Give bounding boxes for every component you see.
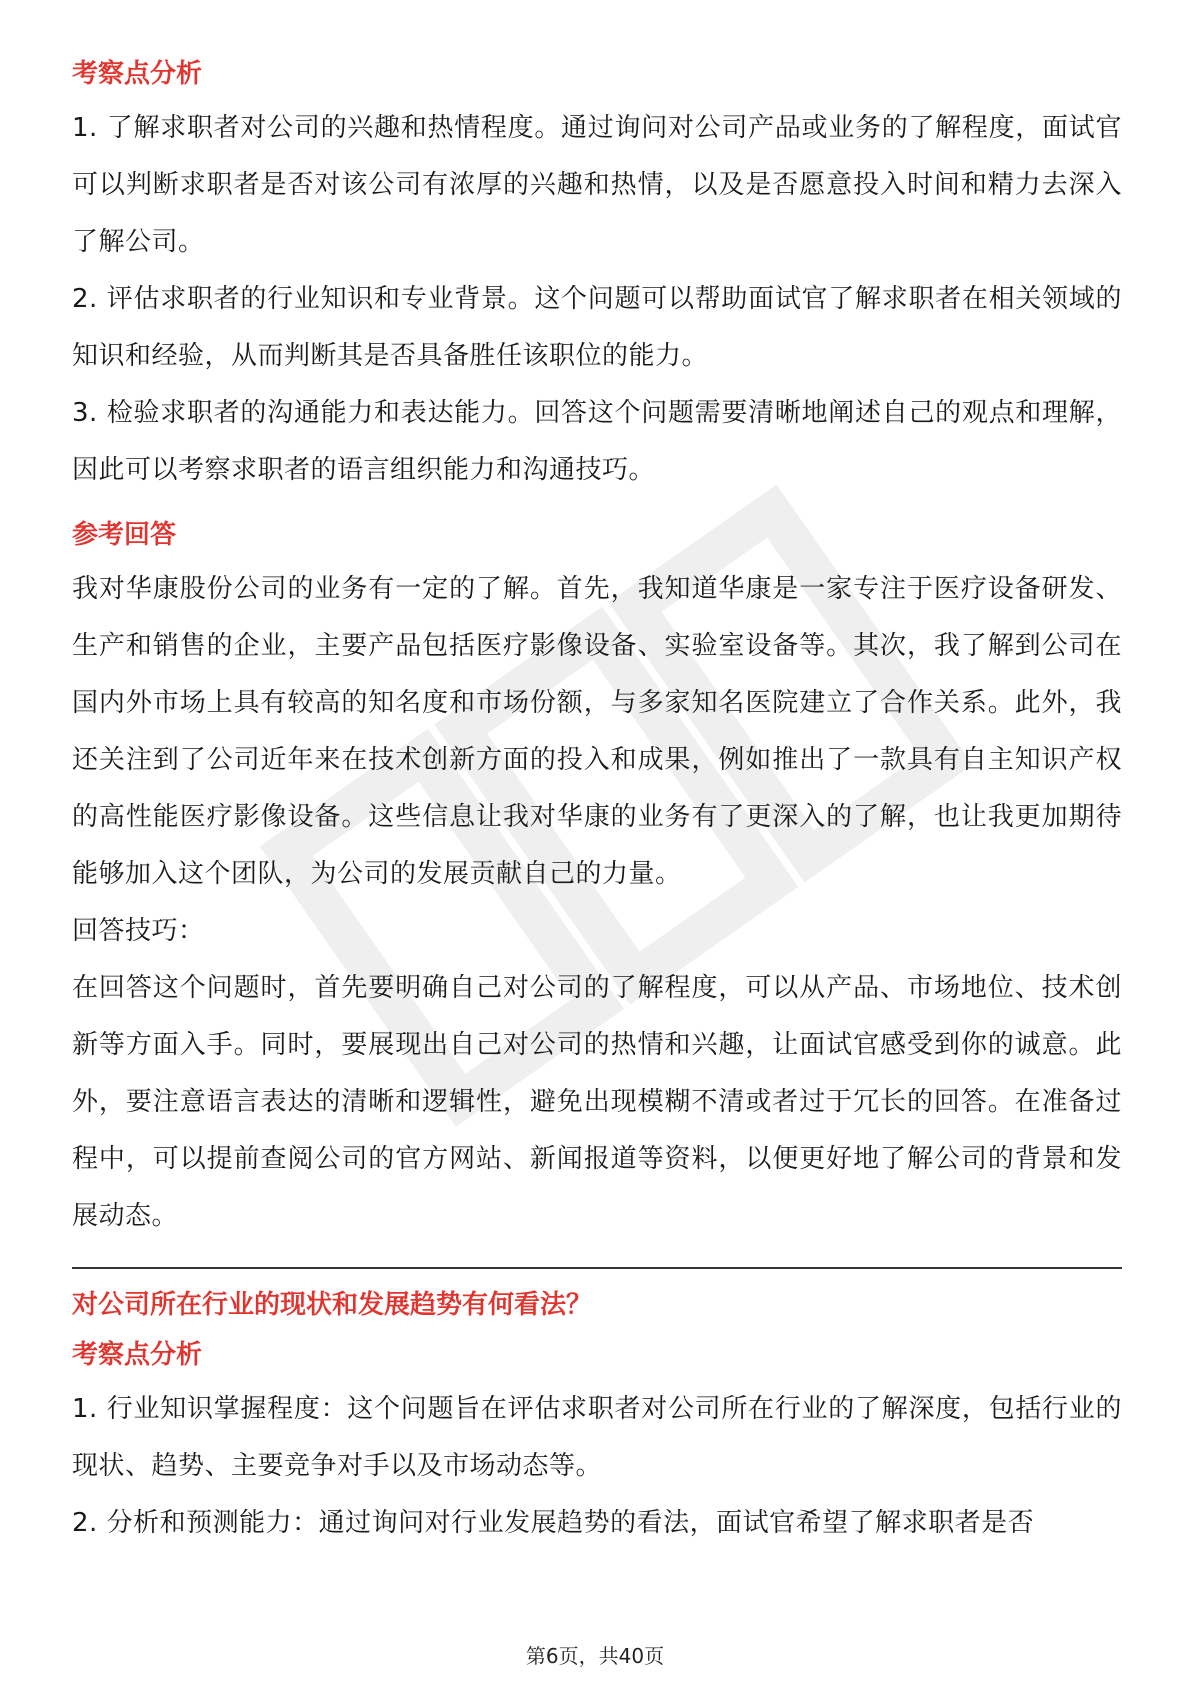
answer-tips-label: 回答技巧： (72, 916, 205, 946)
analysis-point-1: 1. 了解求职者对公司的兴趣和热情程度。通过询问对公司产品或业务的了解程度，面试官可以判断求职者是否对该公司有浓厚的兴趣和热情，以及是否愿意投入时间和精力去深入了解公司。 (72, 113, 1122, 257)
page-number: 第6页，共40页 (525, 1644, 665, 1668)
answer-tips: 在回答这个问题时，首先要明确自己对公司的了解程度，可以从产品、市场地位、技术创新等方面入手。同时，要展现出自己对公司的热情和兴趣，让面试官感受到你的诚意。此外，要注意语言表达的清晰和逻辑性，避免出现模糊不清或者过于冗长的回答。在准备过程中，可以提前查阅公司的官方网站、新闻报道等资料，以便更好地了解公司的背景和发展动态。 (72, 973, 1122, 1231)
question-title: 对公司所在行业的现状和发展趋势有何看法？ (72, 1290, 593, 1320)
analysis-point-2: 2. 评估求职者的行业知识和专业背景。这个问题可以帮助面试官了解求职者在相关领域的知识和经验，从而判断其是否具备胜任该职位的能力。 (72, 284, 1122, 371)
analysis-point-3: 3. 检验求职者的沟通能力和表达能力。回答这个问题需要清晰地阐述自己的观点和理解，因此可以考察求职者的语言组织能力和沟通技巧。 (72, 398, 1122, 485)
section-heading-analysis-2: 考察点分析 (72, 1340, 203, 1370)
main-content (72, 44, 1122, 1552)
section-heading-reference: 参考回答 (72, 520, 177, 550)
section-divider (72, 1267, 1122, 1269)
analysis2-point-2: 2. 分析和预测能力：通过询问对行业发展趋势的看法，面试官希望了解求职者是否 (72, 1508, 1035, 1538)
analysis2-point-1: 1. 行业知识掌握程度：这个问题旨在评估求职者对公司所在行业的了解深度，包括行业的现状、趋势、主要竞争对手以及市场动态等。 (72, 1394, 1122, 1481)
reference-answer: 我对华康股份公司的业务有一定的了解。首先，我知道华康是一家专注于医疗设备研发、生产和销售的企业，主要产品包括医疗影像设备、实验室设备等。其次，我了解到公司在国内外市场上具有较高的知名度和市场份额，与多家知名医院建立了合作关系。此外，我还关注到了公司近年来在技术创新方面的投入和成果，例如推出了一款具有自主知识产权的高性能医疗影像设备。这些信息让我对华康的业务有了更深入的了解，也让我更加期待能够加入这个团队，为公司的发展贡献自己的力量。 (72, 574, 1122, 889)
section-heading-analysis: 考察点分析 (72, 59, 203, 89)
